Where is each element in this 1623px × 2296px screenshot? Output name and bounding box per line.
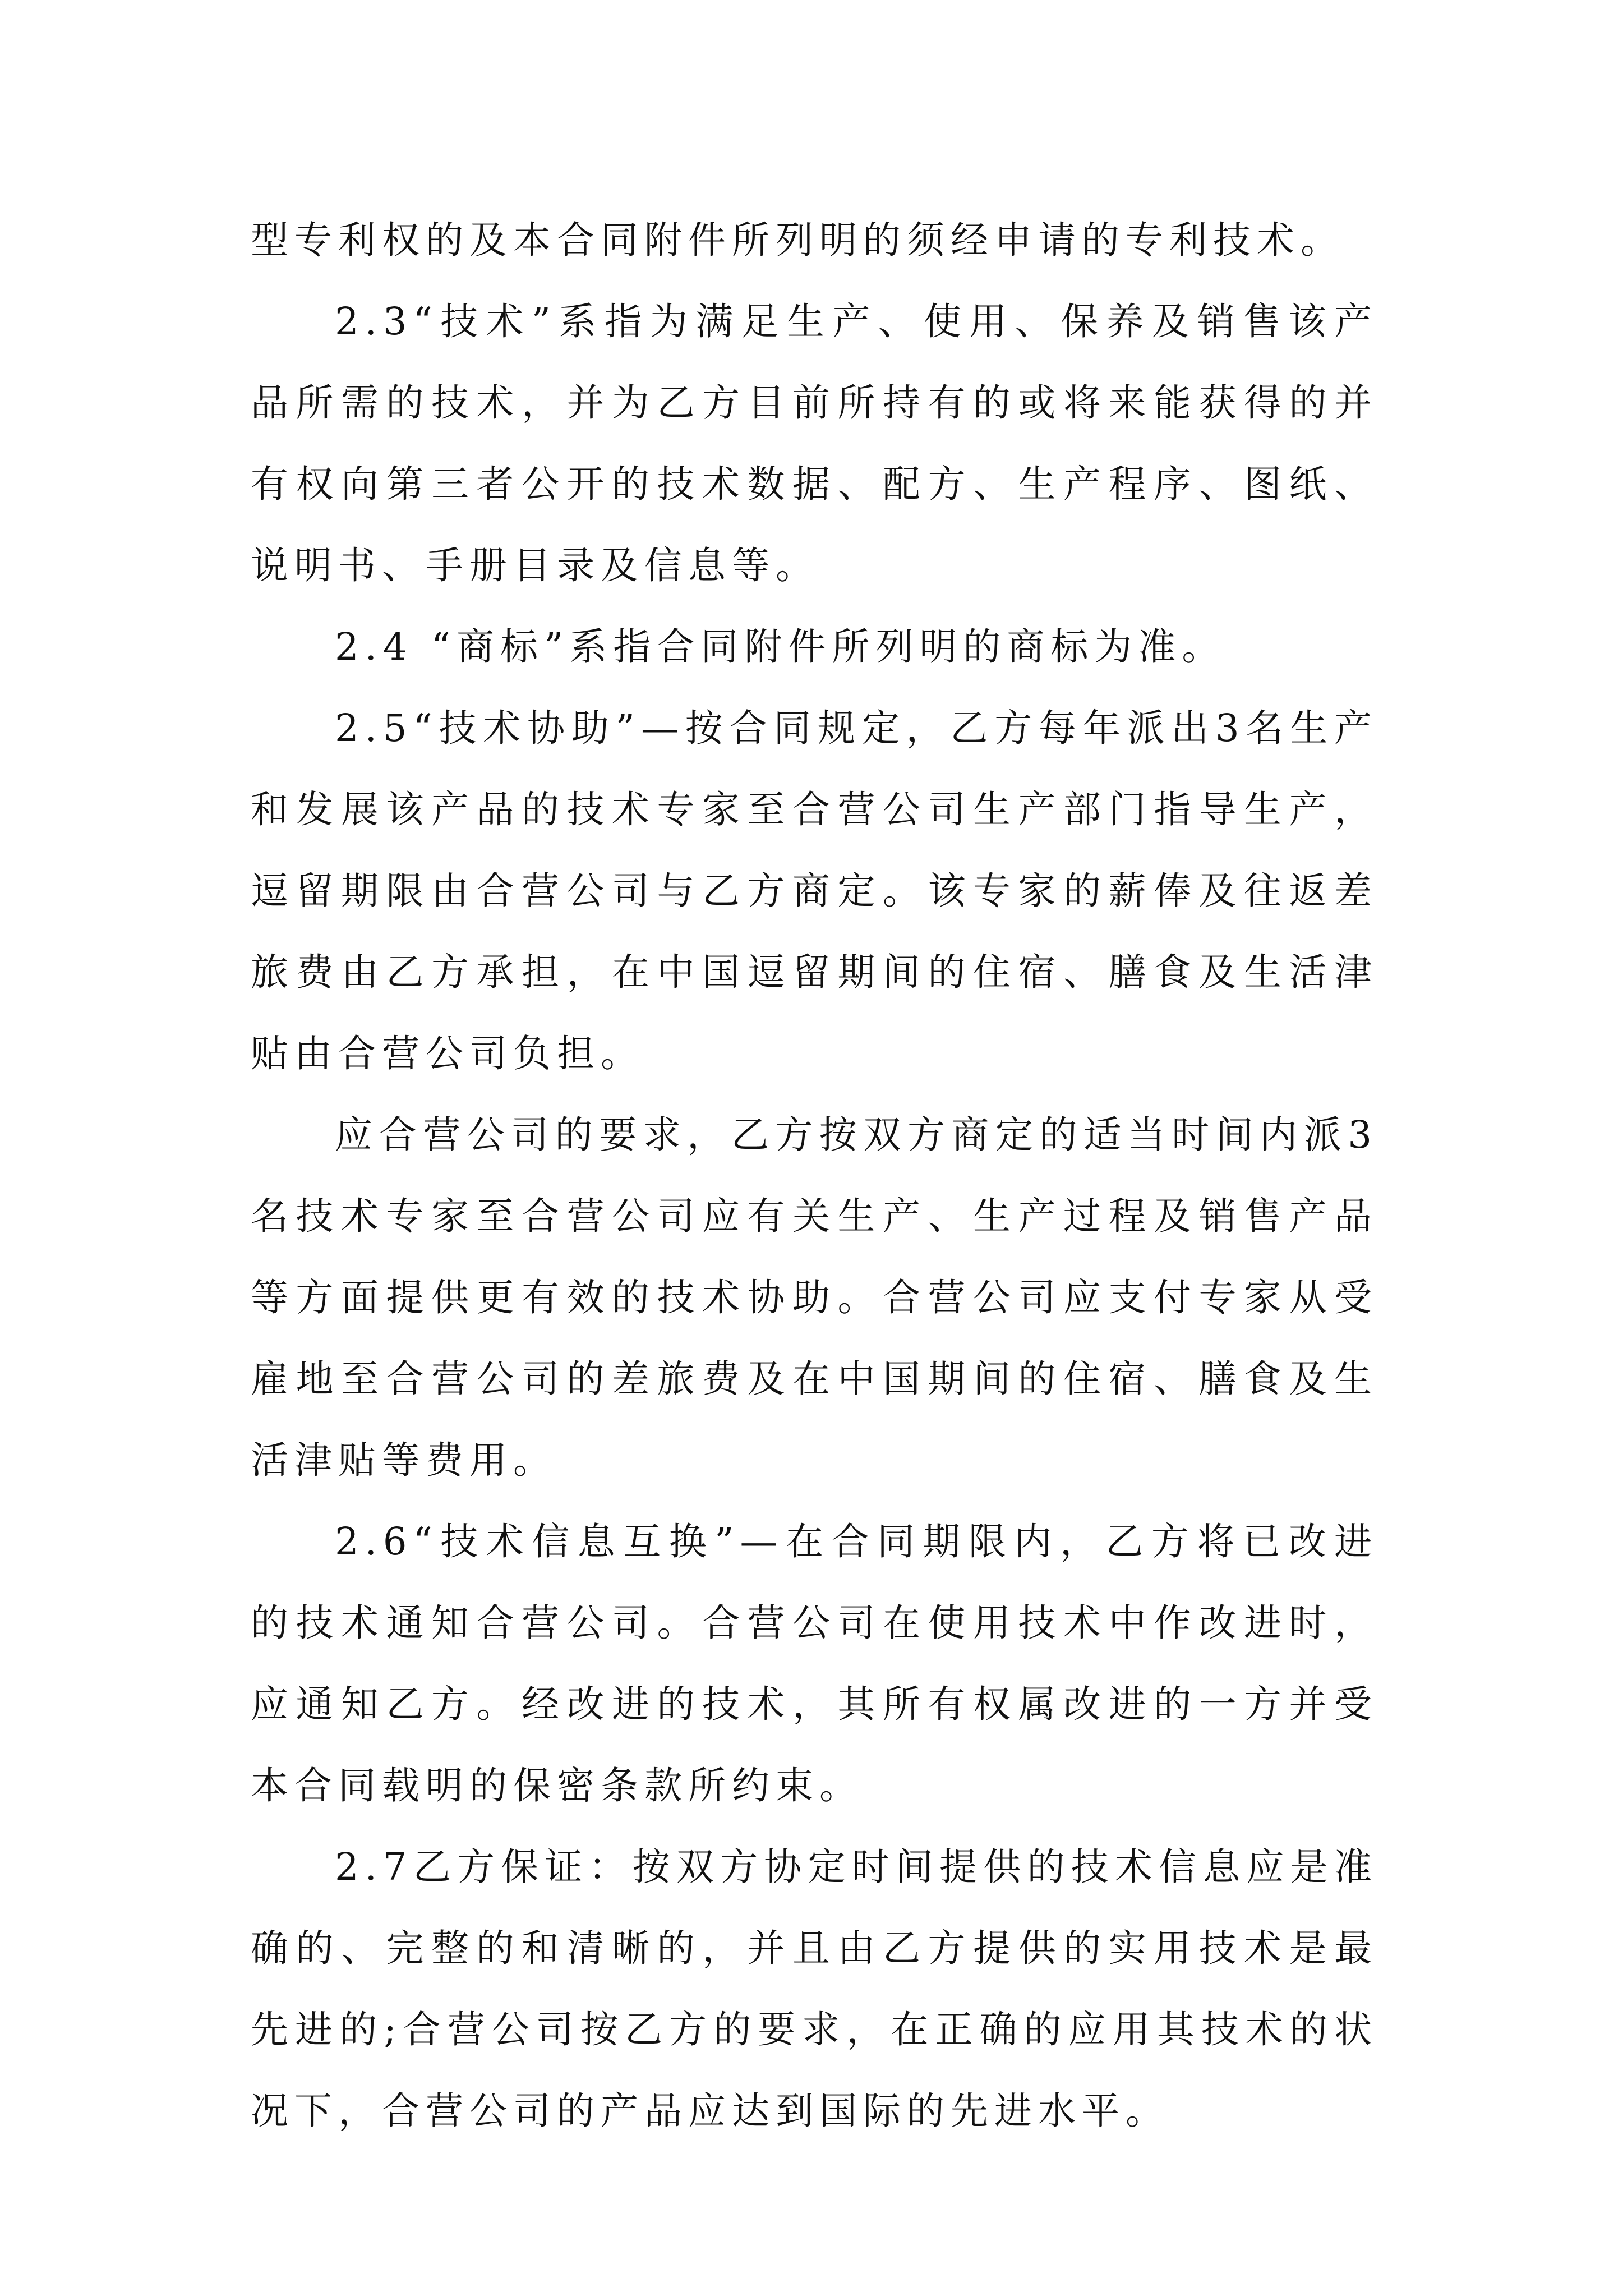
paragraph-2-3-technology: 2.3“技术”系指为满足生产、使用、保养及销售该产品所需的技术，并为乙方目前所持有的或将来能获得的并有权向第三者公开的技术数据、配方、生产程序、图纸、说明书、手册目录及信息等。 [251,300,1378,587]
paragraph-continuation: 型专利权的及本合同附件所列明的须经申请的专利技术。 [251,218,1344,262]
paragraph-2-5-technical-assistance: 2.5“技术协助”—按合同规定，乙方每年派出3名生产和发展该产品的技术专家至合营公司生产部门指导生产，逗留期限由合营公司与乙方商定。该专家的薪俸及往返差旅费由乙方承担，在中国逗留期间的住宿、膳食及生活津贴由合营公司负担。 [251,706,1378,1075]
paragraph-additional-assistance: 应合营公司的要求，乙方按双方商定的适当时间内派3名技术专家至合营公司应有关生产、生产过程及销售产品等方面提供更有效的技术协助。合营公司应支付专家从受雇地至合营公司的差旅费及在中国期间的住宿、膳食及生活津贴等费用。 [251,1113,1378,1482]
paragraph-2-4-trademark: 2.4 “商标”系指合同附件所列明的商标为准。 [335,625,1226,669]
paragraph-2-6-information-exchange: 2.6“技术信息互换”—在合同期限内，乙方将已改进的技术通知合营公司。合营公司在使用技术中作改进时，应通知乙方。经改进的技术，其所有权属改进的一方并受本合同载明的保密条款所约束。 [251,1520,1378,1807]
paragraph-2-7-warranty: 2.7乙方保证：按双方协定时间提供的技术信息应是准确的、完整的和清晰的，并且由乙方提供的实用技术是最先进的;合营公司按乙方的要求，在正确的应用其技术的状况下，合营公司的产品应达到国际的先进水平。 [251,1845,1378,2133]
document-body [251,200,1378,2152]
